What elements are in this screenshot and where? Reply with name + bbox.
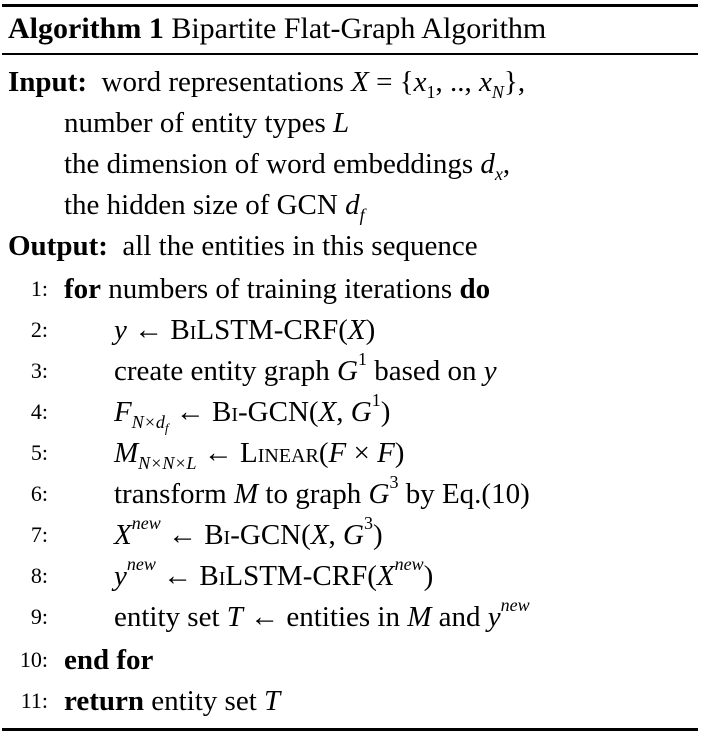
step-10	[0, 640, 698, 680]
line-number-7: 7:	[30, 522, 48, 547]
line-number-6: 6:	[30, 481, 48, 506]
line-number-4: 4:	[30, 399, 48, 424]
line-number-5: 5:	[30, 440, 48, 465]
step-9: 9: entity set T ← entities in M and $y^{new}$	[0, 597, 698, 637]
and-text: and	[438, 601, 481, 633]
bilstm-crf-call: BiLSTM-CRF	[170, 314, 339, 346]
bi-gcn-call-1: Bi-GCN	[212, 396, 309, 428]
step-2: 2: y ← BiLSTM-CRF(X)	[0, 310, 698, 350]
bottom-rule	[2, 728, 698, 731]
input-line-4: the hidden size of GCN $d_f$	[64, 189, 365, 225]
input-line-1: Input: word representations $X = \{x_1$, .., $x_N$},	[8, 66, 526, 102]
input-line-3: the dimension of word embeddings $d_x$,	[64, 148, 511, 184]
algorithm-caption	[8, 9, 546, 49]
input-text-1: word representations	[101, 66, 344, 98]
step-1	[0, 269, 698, 309]
for-text: numbers of training iterations	[108, 273, 453, 305]
step-6: 6: transform M to graph $G^3$ by Eq.(10)	[0, 474, 698, 514]
input-text-2: number of entity types	[64, 107, 326, 139]
end-for-keyword: end for	[64, 644, 154, 676]
algorithm-title: Bipartite Flat-Graph Algorithm	[171, 12, 547, 45]
return-text: entity set	[151, 685, 257, 717]
step-7: 7: $X^{new}$ ← Bi-GCN(X, $G^3$)	[0, 515, 698, 555]
line-number-10: 10:	[19, 647, 48, 672]
input-text-3: the dimension of word embeddings	[64, 148, 474, 180]
line-number-8: 8:	[30, 563, 48, 588]
algorithm-label: Algorithm 1	[8, 12, 164, 45]
line-number-11: 11:	[20, 688, 48, 713]
line-number-2: 2:	[30, 317, 48, 342]
entities-in-text: entities in	[286, 601, 400, 633]
line-number-9: 9:	[30, 604, 48, 629]
based-on-text: based on	[374, 355, 477, 387]
linear-call: Linear	[240, 437, 319, 469]
caption-rule	[2, 53, 698, 55]
bi-gcn-call-2: Bi-GCN	[204, 519, 302, 551]
line-number-1: 1:	[30, 276, 48, 301]
create-text: create entity graph	[114, 355, 330, 387]
step-3: 3: create entity graph $G^1$ based on y	[0, 351, 698, 391]
output-line	[8, 226, 478, 266]
step-8: 8: $y^{new}$ ← BiLSTM-$CRF(X^{new})$	[0, 556, 698, 596]
bilstm-crf-call-2: BiLSTM-CRF	[199, 560, 368, 592]
by-eq-text: by Eq.(10)	[405, 478, 530, 510]
input-line-2: number of entity types L	[64, 107, 350, 139]
return-keyword: return	[64, 685, 145, 717]
input-text-4: the hidden size of GCN	[64, 189, 338, 221]
step-5: 5: $M_{N\times N\times L}$ ← Linear(F × F)	[0, 433, 698, 473]
output-label: Output:	[8, 230, 108, 262]
to-graph-text: to graph	[265, 478, 362, 510]
line-number-3: 3:	[30, 358, 48, 383]
step-4: 4: $F_{N\times d_f}$ ← Bi-GCN(X, $G^1$)	[0, 392, 698, 432]
input-label: Input:	[8, 66, 87, 98]
top-rule	[2, 4, 698, 7]
output-text: all the entities in this sequence	[122, 230, 478, 262]
transform-text: transform	[114, 478, 227, 510]
entity-set-text: entity set	[114, 601, 220, 633]
do-keyword: do	[459, 273, 491, 305]
for-keyword: for	[64, 273, 102, 305]
step-11: 11: return entity set T	[0, 681, 698, 721]
